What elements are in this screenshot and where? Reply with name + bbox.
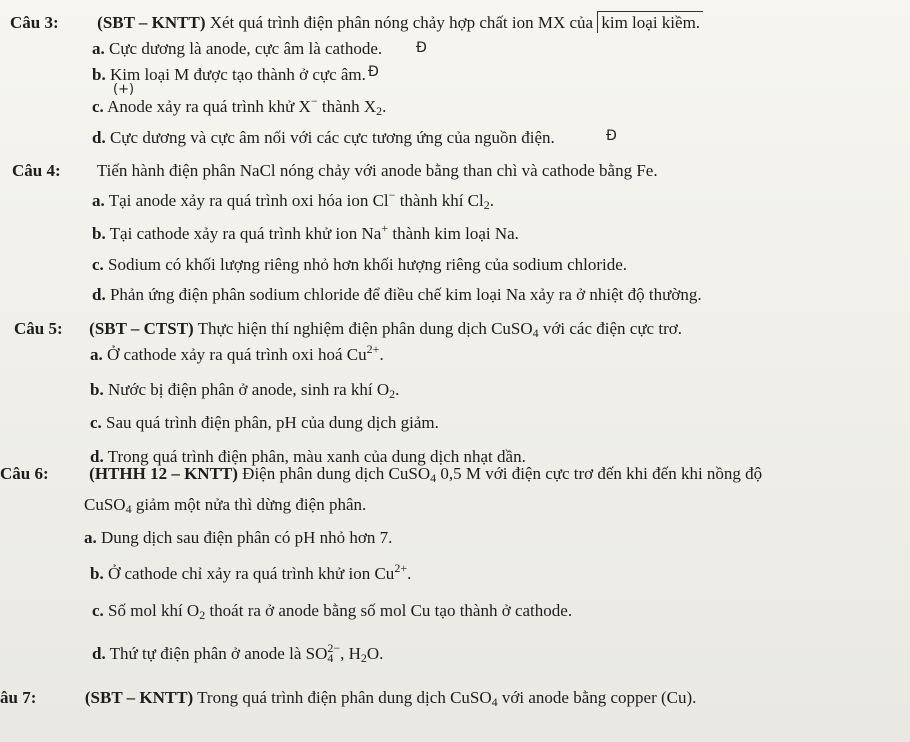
option-letter: a. (90, 345, 103, 364)
option-text: Tại anode xảy ra quá trình oxi hóa ion Cl (104, 191, 389, 210)
question-label: âu 7: (0, 688, 37, 707)
option-text: . (395, 380, 400, 399)
question-7-stem (0, 688, 697, 709)
question-5-option-b (90, 380, 400, 401)
subscript: 2 (199, 608, 206, 622)
question-4-stem (12, 162, 658, 179)
option-letter: b. (90, 380, 104, 399)
option-text: Phản ứng điện phân sodium chloride để điều chế kim loại Na xảy ra ở nhiệt độ thường. (105, 285, 702, 304)
option-letter: d. (90, 447, 104, 466)
question-source: (SBT – KNTT) (84, 688, 194, 707)
question-stem-text: CuSO (84, 495, 126, 514)
option-text: Trong quá trình điện phân, màu xanh của dung dịch nhạt dần. (103, 447, 526, 466)
superscript: 2− (327, 641, 341, 655)
superscript: 2+ (366, 342, 380, 356)
superscript: − (310, 94, 318, 108)
option-letter: d. (92, 285, 106, 304)
question-stem-text: Thực hiện thí nghiệm điện phân dung dịch CuSO (193, 319, 533, 338)
question-6-option-d (92, 641, 384, 665)
option-text: Tại cathode xảy ra quá trình khử ion Na (105, 224, 382, 243)
question-3-option-b (92, 66, 366, 83)
subscript: 2 (389, 387, 396, 401)
handwritten-mark-d: Đ (606, 128, 617, 144)
option-letter: a. (92, 39, 105, 58)
question-stem-text: với anode bằng copper (Cu). (497, 688, 697, 707)
option-text: , H (340, 644, 361, 663)
handwritten-mark-b: Đ (368, 64, 379, 80)
handwritten-mark-plus: (+) (113, 82, 135, 97)
option-letter: d. (92, 128, 106, 147)
subscript: 2 (360, 651, 367, 665)
option-text: . (407, 564, 412, 583)
subscript: 2 (483, 198, 490, 212)
handwritten-mark-a: Đ (416, 40, 427, 56)
question-6-option-c (92, 601, 573, 622)
question-stem-text: với các điện cực trơ. (538, 319, 682, 338)
question-3-option-a (92, 40, 382, 57)
question-5-stem (14, 319, 682, 340)
question-label: Câu 6: (0, 464, 49, 483)
option-text: Anode xảy ra quá trình khử X (103, 97, 311, 116)
question-6-stem-continued (84, 495, 367, 516)
subscript: 4 (491, 695, 498, 709)
option-text: thành khí Cl (395, 191, 484, 210)
option-letter: c. (92, 601, 104, 620)
question-source: (SBT – CTST) (89, 319, 194, 338)
option-text: Cực dương và cực âm nối với các cực tương ứng của nguồn điện. (105, 128, 555, 147)
question-3-option-d (92, 129, 555, 146)
superscript: + (381, 221, 389, 235)
option-letter: b. (90, 564, 104, 583)
question-label: Câu 4: (12, 161, 61, 180)
subscript: 4 (125, 502, 132, 516)
question-4-option-b (92, 221, 519, 243)
question-5-option-c (90, 414, 439, 431)
option-letter: c. (92, 97, 104, 116)
option-letter: b. (92, 224, 106, 243)
question-6-stem (0, 464, 763, 485)
option-text: Sodium có khối lượng riêng nhỏ hơn khối hượng riêng của sodium chloride. (103, 255, 628, 274)
option-letter: d. (92, 644, 106, 663)
question-6-option-a (84, 529, 392, 546)
option-text: . (489, 191, 494, 210)
question-stem-text: 0,5 M với điện cực trơ đến khi đến khi nồng độ (436, 464, 763, 483)
question-stem-text: Xét quá trình điện phân nóng chảy hợp chất ion MX của (205, 13, 598, 32)
subscript: 4 (327, 651, 334, 665)
option-text: O. (366, 644, 384, 663)
question-source: (HTHH 12 – KNTT) (89, 464, 238, 483)
option-text: . (382, 97, 387, 116)
question-stem-text: Trong quá trình điện phân dung dịch CuSO (193, 688, 492, 707)
question-4-option-d (92, 286, 702, 303)
option-text: thành kim loại Na. (388, 224, 519, 243)
question-label: Câu 3: (10, 13, 59, 32)
superscript: − (388, 188, 396, 202)
question-stem-text: Điện phân dung dịch CuSO (237, 464, 431, 483)
superscript: 2+ (394, 561, 408, 575)
subscript: 4 (532, 326, 539, 340)
question-stem-text: Tiến hành điện phân NaCl nóng chảy với anode bằng than chì và cathode bằng Fe. (96, 161, 658, 180)
option-text: Sau quá trình điện phân, pH của dung dịch giảm. (101, 413, 439, 432)
question-4-option-a (92, 188, 494, 212)
option-text: Ở cathode xảy ra quá trình oxi hoá Cu (102, 345, 367, 364)
subscript: 4 (430, 471, 437, 485)
option-letter: c. (90, 413, 102, 432)
option-text: Ở cathode chỉ xảy ra quá trình khử ion Cu (103, 564, 395, 583)
question-stem-text: giảm một nửa thì dừng điện phân. (131, 495, 367, 514)
option-text: Dung dịch sau điện phân có pH nhỏ hơn 7. (96, 528, 393, 547)
option-letter: a. (84, 528, 97, 547)
question-3-option-c (92, 94, 387, 118)
option-text: Thứ tự điện phân ở anode là SO (105, 644, 328, 663)
question-4-option-c (92, 256, 627, 273)
question-5-option-d (90, 448, 526, 465)
question-5-option-a (90, 342, 384, 364)
option-text: thoát ra ở anode bằng số mol Cu tạo thành ở cathode. (205, 601, 573, 620)
subscript: 2 (376, 104, 383, 118)
option-text: Nước bị điện phân ở anode, sinh ra khí O (103, 380, 390, 399)
question-source: (SBT – KNTT) (97, 13, 206, 32)
option-text: Số mol khí O (103, 601, 200, 620)
option-letter: b. (92, 65, 106, 84)
option-letter: a. (92, 191, 105, 210)
option-text: . (379, 345, 384, 364)
question-6-option-b (90, 561, 412, 583)
option-text: Kim loại M được tạo thành ở cực âm. (105, 65, 366, 84)
question-3-stem (10, 14, 703, 31)
question-label: Câu 5: (14, 319, 63, 338)
option-text: thành X (317, 97, 377, 116)
option-letter: c. (92, 255, 104, 274)
option-text: Cực dương là anode, cực âm là cathode. (104, 39, 383, 58)
question-stem-boxed: kim loại kiềm. (597, 11, 703, 33)
